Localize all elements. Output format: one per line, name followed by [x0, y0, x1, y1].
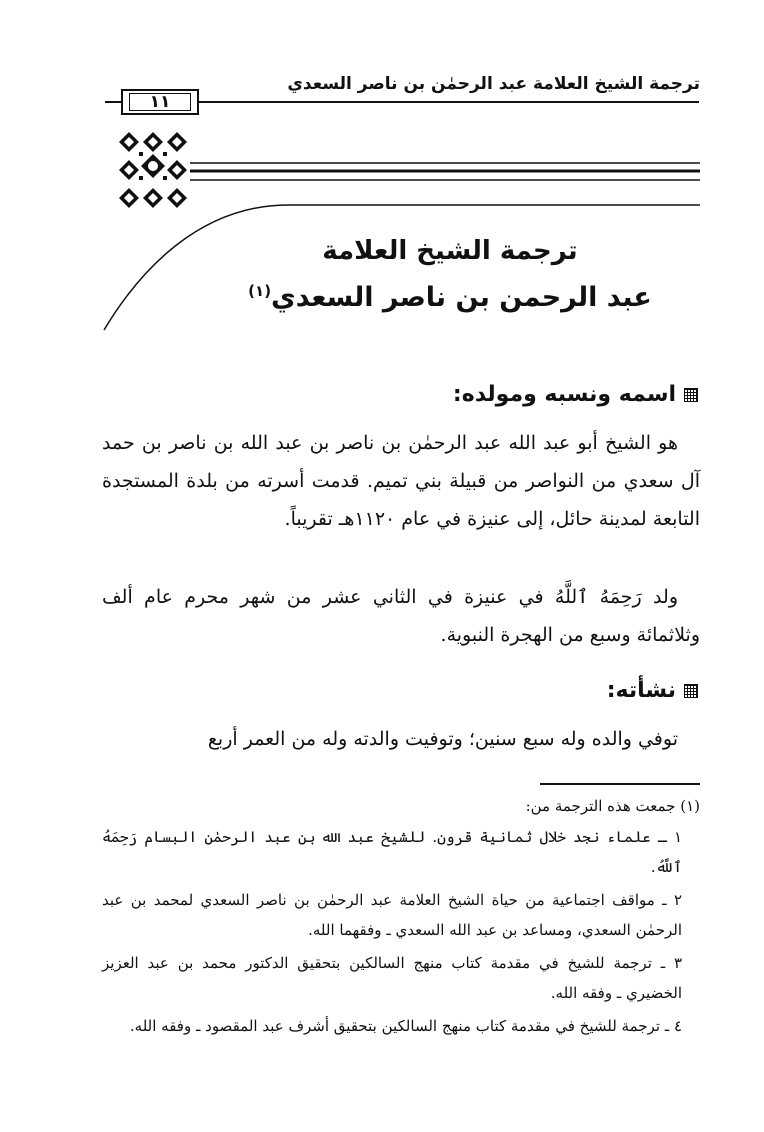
paragraph: ولد رَحِمَهُ ٱللَّهُ في عنيزة في الثاني عشر من شهر محرم عام ألف وثلاثمائة وسبع من الهجرة النبوية. — [102, 586, 700, 646]
chapter-title-line2-row — [240, 282, 660, 313]
footnote-item: ٤ ـ ترجمة للشيخ في مقدمة كتاب منهج السالكين بتحقيق أشرف عبد المقصود ـ وفقه الله. — [129, 1017, 682, 1035]
chapter-title-line2: عبد الرحمن بن ناصر السعدي — [271, 282, 652, 313]
footnote-separator — [540, 783, 700, 785]
section-heading-text: نشأته: — [606, 678, 676, 703]
footnote-intro: (١) جمعت هذه الترجمة من: — [525, 797, 700, 815]
section-heading-text: اسمه ونسبه ومولده: — [452, 382, 676, 407]
title-footnote-marker: (١) — [248, 282, 272, 300]
section-heading-name-lineage — [453, 382, 698, 407]
checkered-square-icon — [684, 684, 698, 698]
chapter-title-line1: ترجمة الشيخ العلامة — [322, 236, 578, 266]
paragraph: توفي والده وله سبع سنين؛ وتوفيت والدته وله من العمر أربع — [207, 728, 678, 750]
section-heading-upbringing — [607, 678, 698, 703]
footnote-item: ٢ ـ مواقف اجتماعية من حياة الشيخ العلامة عبد الرحمٰن بن ناصر السعدي لمحمد بن عبد الرحمٰن السعدي، ومساعد بن عبد الله السعدي ـ وفقهما الله. — [102, 891, 682, 939]
footnote-item: ٣ ـ ترجمة للشيخ في مقدمة كتاب منهج السالكين بتحقيق الدكتور محمد بن عبد العزيز الخضيري ـ وفقه الله. — [102, 954, 682, 1002]
checkered-square-icon — [684, 388, 698, 402]
page-number: ١١ — [149, 91, 171, 112]
footnote-item: ١ ـ علماء نجد خلال ثمانية قرون. للشيخ عبد الله بن عبد الرحمٰن البسام رَحِمَهُ ٱللَّهُ. — [102, 828, 682, 876]
paragraph: هو الشيخ أبو عبد الله عبد الرحمٰن بن ناصر بن عبد الله بن ناصر بن حمد آل سعدي من النواصر من قبيلة بني تميم. قدمت أسرته من بلدة المستجدة التابعة لمدينة حائل، إلى عنيزة في عام ١١٢٠هـ تقريباً. — [102, 432, 700, 530]
running-header-title: ترجمة الشيخ العلامة عبد الرحمٰن بن ناصر السعدي — [287, 74, 700, 94]
